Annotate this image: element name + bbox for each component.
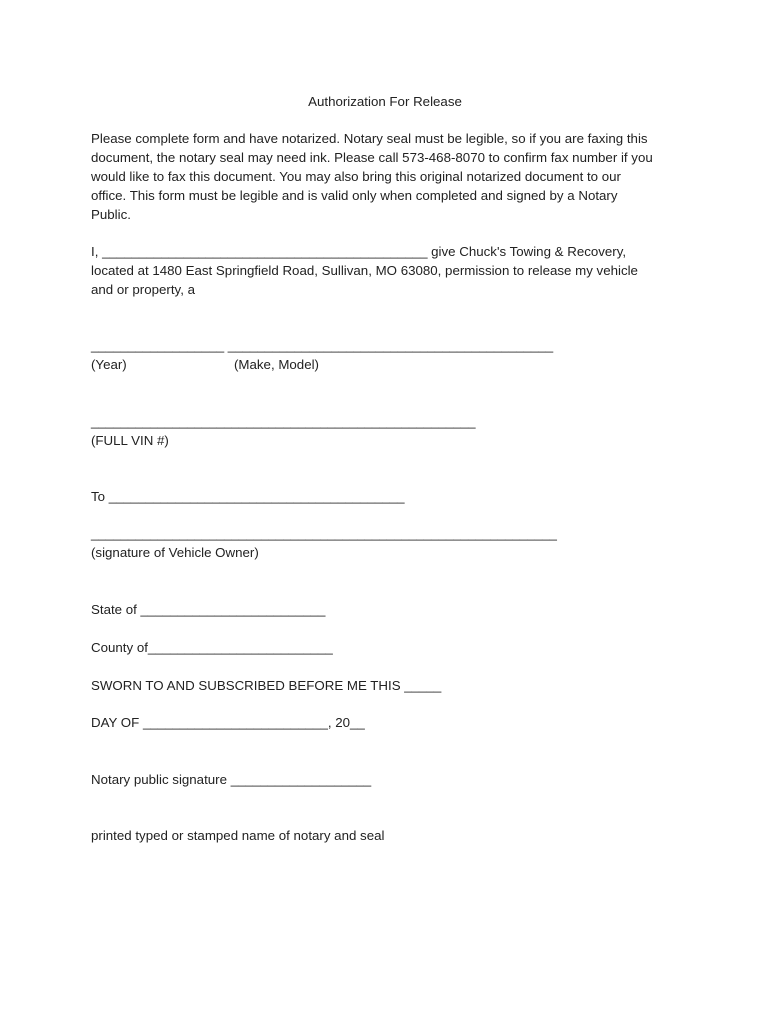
notary-printed-name-label: printed typed or stamped name of notary and seal	[91, 828, 385, 843]
vin-label: (FULL VIN #)	[91, 433, 169, 448]
vin-field[interactable]: ____________________________________________________	[91, 414, 476, 429]
instructions-line-2: document, the notary seal may need ink. Please call 573-468-8070 to confirm fax number if you	[91, 150, 653, 165]
day-of-field[interactable]: DAY OF _________________________, 20__	[91, 715, 365, 730]
year-label: (Year)	[91, 357, 127, 372]
instructions-line-5: Public.	[91, 207, 131, 222]
year-make-model-field[interactable]: __________________ ____________________________________________	[91, 338, 554, 353]
owner-name-field[interactable]: I, ____________________________________________ give Chuck's Towing & Recovery,	[91, 244, 627, 259]
owner-signature-field[interactable]: _______________________________________________________________	[91, 526, 557, 541]
permission-line-2: located at 1480 East Springfield Road, Sullivan, MO 63080, permission to release my vehicle	[91, 263, 638, 278]
permission-line-3: and or property, a	[91, 282, 195, 297]
state-field[interactable]: State of _________________________	[91, 602, 326, 617]
county-field[interactable]: County of_________________________	[91, 640, 333, 655]
instructions-line-3: would like to fax this document. You may also bring this original notarized document to our	[91, 169, 621, 184]
owner-signature-label: (signature of Vehicle Owner)	[91, 545, 259, 560]
make-model-label: (Make, Model)	[234, 357, 319, 372]
instructions-line-4: office. This form must be legible and is valid only when completed and signed by a Notary	[91, 188, 618, 203]
document-title: Authorization For Release	[308, 94, 462, 109]
release-to-field[interactable]: To ________________________________________	[91, 489, 405, 504]
instructions-line-1: Please complete form and have notarized. Notary seal must be legible, so if you are faxing this	[91, 131, 648, 146]
notary-signature-field[interactable]: Notary public signature ___________________	[91, 772, 372, 787]
sworn-day-field[interactable]: SWORN TO AND SUBSCRIBED BEFORE ME THIS _____	[91, 678, 442, 693]
